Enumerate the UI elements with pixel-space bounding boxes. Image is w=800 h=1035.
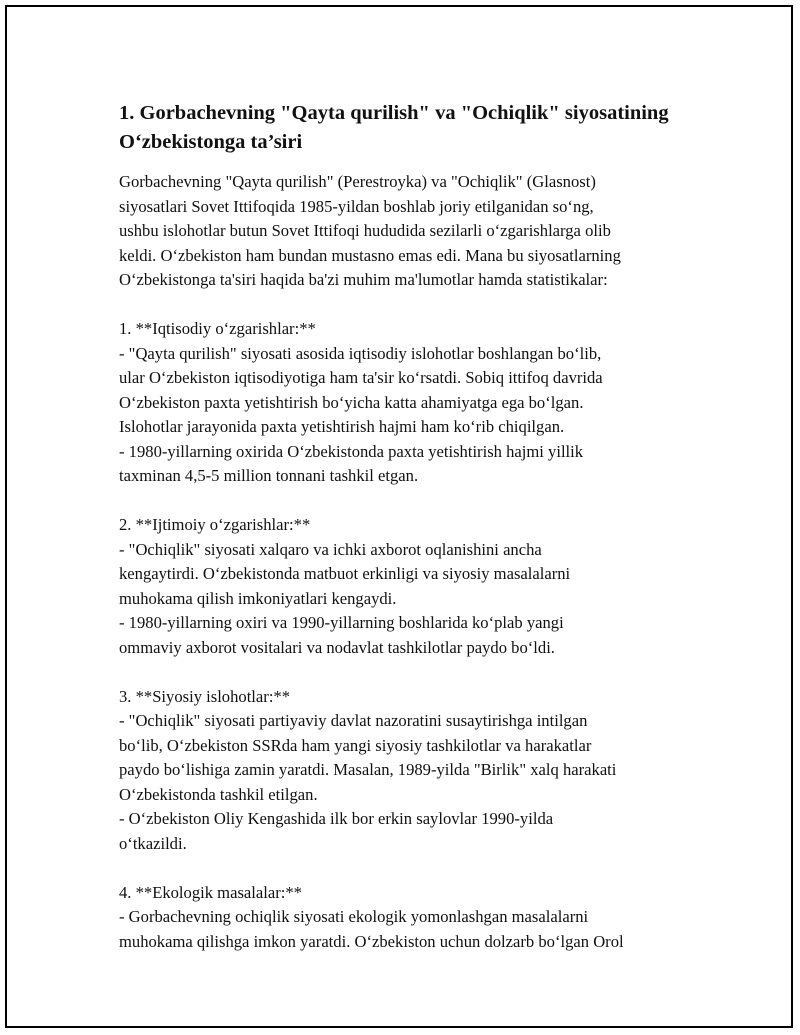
section-body-economic: - "Qayta qurilish" siyosati asosida iqtisodiy islohotlar boshlangan bo‘lib, ular O‘zbekiston iqtisodiyotiga ham ta'sir ko‘rsatdi. Sobiq ittifoq davrida O‘zbekiston paxta yetishtirish bo‘yicha katta ahamiyatga ega bo‘lgan. Islohotlar jarayonida paxta yetishtirish hajmi ham ko‘rib chiqilgan. - 1980-yillarning oxirida O‘zbekistonda paxta yetishtirish hajmi yillik taxminan 4,5-5 million tonnani tashkil etgan.: [119, 343, 603, 485]
document-title: 1. Gorbachevning "Qayta qurilish" va "Ochiqlik" siyosatining O‘zbekistonga ta’siri: [119, 102, 669, 153]
section-body-social: - "Ochiqlik" siyosati xalqaro va ichki axborot oqlanishini ancha kengaytirdi. O‘zbekistonda matbuot erkinligi va siyosiy masalalarni muhokama qilish imkoniyatlari kengaydi. - 1980-yillarning oxiri va 1990-yillarning boshlarida ko‘plab yangi ommaviy axborot vositalari va nodavlat tashkilotlar paydo bo‘ldi.: [119, 539, 571, 657]
section-heading-political: 3. **Siyosiy islohotlar:**: [119, 686, 291, 706]
paragraph-gap: [119, 660, 699, 685]
paragraph-gap: [119, 489, 699, 514]
document-page: [5, 5, 793, 1028]
intro-paragraph: Gorbachevning "Qayta qurilish" (Perestroyka) va "Ochiqlik" (Glasnost) siyosatlari Sovet Ittifoqida 1985-yildan boshlab joriy etilganidan so‘ng, ushbu islohotlar butun Sovet Ittifoqi hududida sezilarli o‘zgarishlarga olib keldi. O‘zbekiston ham bundan mustasno emas edi. Mana bu siyosatlarning O‘zbekistonga ta'siri haqida ba'zi muhim ma'lumotlar hamda statistikalar:: [119, 172, 621, 289]
section-heading-social: 2. **Ijtimoiy o‘zgarishlar:**: [119, 515, 311, 534]
section-body-political: - "Ochiqlik" siyosati partiyaviy davlat nazoratini susaytirishga intilgan bo‘lib, O‘zbekiston SSRda ham yangi siyosiy tashkilotlar va harakatlar paydo bo‘lishiga zamin yaratdi. Masalan, 1989-yilda "Birlik" xalq harakati O‘zbekistonda tashkil etilgan. - O‘zbekiston Oliy Kengashida ilk bor erkin saylovlar 1990-yilda o‘tkazildi.: [119, 711, 617, 853]
section-heading-ecological: 4. **Ekologik masalalar:**: [119, 882, 302, 902]
section-body-ecological: - Gorbachevning ochiqlik siyosati ekologik yomonlashgan masalalarni muhokama qilishga imkon yaratdi. O‘zbekiston uchun dolzarb bo‘lgan Orol: [119, 907, 624, 951]
document-content: [119, 99, 699, 954]
section-heading-economic: 1. **Iqtisodiy o‘zgarishlar:**: [119, 319, 316, 338]
paragraph-gap: [119, 856, 699, 881]
paragraph-gap: [119, 293, 699, 318]
